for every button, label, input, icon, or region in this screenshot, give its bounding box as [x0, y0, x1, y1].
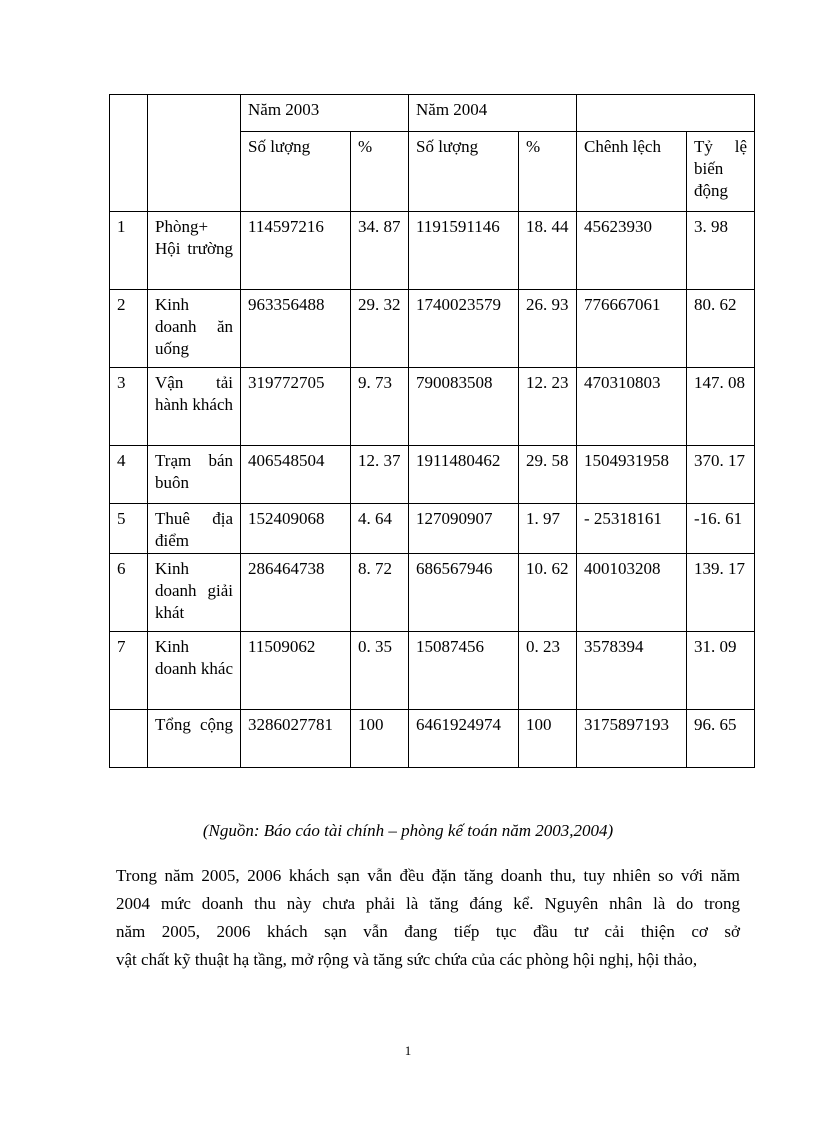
row-number: 4 [110, 446, 148, 504]
row-qty-2004: 790083508 [409, 368, 519, 446]
paragraph-line: năm 2005, 2006 khách sạn vẫn đang tiếp tục đầu tư cải thiện cơ sở [116, 922, 740, 941]
header-change-cell [577, 95, 755, 132]
row-diff: - 25318161 [577, 504, 687, 554]
row-name: Kinh doanh khác [148, 632, 241, 710]
paragraph-line: Trong năm 2005, 2006 khách sạn vẫn đều đặn tăng doanh thu, tuy nhiên so với năm [116, 866, 740, 885]
table-row [110, 632, 755, 710]
row-pct-2003: 4. 64 [351, 504, 409, 554]
row-qty-2003: 3286027781 [241, 710, 351, 768]
table-body [110, 212, 755, 768]
revenue-table [109, 94, 755, 768]
row-qty-2004: 686567946 [409, 554, 519, 632]
header-diff: Chênh lệch [577, 132, 687, 212]
table-row [110, 212, 755, 290]
source-caption: (Nguồn: Báo cáo tài chính – phòng kế toán năm 2003,2004) [202, 821, 614, 840]
row-diff: 3578394 [577, 632, 687, 710]
row-name: Trạm bán buôn [148, 446, 241, 504]
row-rate: 147. 08 [687, 368, 755, 446]
table-header-row-years [110, 95, 755, 132]
row-qty-2003: 11509062 [241, 632, 351, 710]
row-number: 6 [110, 554, 148, 632]
row-diff: 776667061 [577, 290, 687, 368]
row-qty-2003: 152409068 [241, 504, 351, 554]
table-row [110, 290, 755, 368]
header-name-cell [148, 95, 241, 212]
row-rate: 31. 09 [687, 632, 755, 710]
row-rate: 370. 17 [687, 446, 755, 504]
row-name: Tổng cộng [148, 710, 241, 768]
row-rate: 139. 17 [687, 554, 755, 632]
header-year-2003: Năm 2003 [241, 95, 409, 132]
row-qty-2003: 963356488 [241, 290, 351, 368]
header-qty-2003: Số lượng [241, 132, 351, 212]
row-pct-2003: 9. 73 [351, 368, 409, 446]
row-number: 5 [110, 504, 148, 554]
row-name: Vận tải hành khách [148, 368, 241, 446]
header-rate-text: Tỷ lệ biến động [694, 137, 747, 200]
row-pct-2003: 34. 87 [351, 212, 409, 290]
row-pct-2004: 1. 97 [519, 504, 577, 554]
row-pct-2004: 18. 44 [519, 212, 577, 290]
row-qty-2004: 1740023579 [409, 290, 519, 368]
page-number: 1 [404, 1043, 412, 1058]
row-qty-2004: 6461924974 [409, 710, 519, 768]
row-name: Thuê địa điểm [148, 504, 241, 554]
table-total-row [110, 710, 755, 768]
row-qty-2004: 1191591146 [409, 212, 519, 290]
row-diff: 400103208 [577, 554, 687, 632]
row-number: 2 [110, 290, 148, 368]
table-row [110, 504, 755, 554]
row-diff: 3175897193 [577, 710, 687, 768]
row-pct-2004: 100 [519, 710, 577, 768]
row-pct-2003: 8. 72 [351, 554, 409, 632]
row-pct-2003: 12. 37 [351, 446, 409, 504]
row-pct-2003: 0. 35 [351, 632, 409, 710]
row-number: 1 [110, 212, 148, 290]
header-pct-2003: % [351, 132, 409, 212]
header-year-2004: Năm 2004 [409, 95, 577, 132]
row-diff: 1504931958 [577, 446, 687, 504]
row-qty-2003: 286464738 [241, 554, 351, 632]
paragraph-line: vật chất kỹ thuật hạ tầng, mở rộng và tăng sức chứa của các phòng hội nghị, hội thảo, [116, 950, 698, 969]
row-name: Kinh doanh giải khát [148, 554, 241, 632]
row-name: Kinh doanh ăn uống [148, 290, 241, 368]
row-rate: 80. 62 [687, 290, 755, 368]
row-qty-2004: 15087456 [409, 632, 519, 710]
row-pct-2004: 26. 93 [519, 290, 577, 368]
row-pct-2004: 0. 23 [519, 632, 577, 710]
row-pct-2004: 29. 58 [519, 446, 577, 504]
row-number: 3 [110, 368, 148, 446]
row-number [110, 710, 148, 768]
row-qty-2003: 319772705 [241, 368, 351, 446]
row-qty-2003: 406548504 [241, 446, 351, 504]
row-diff: 45623930 [577, 212, 687, 290]
row-pct-2003: 29. 32 [351, 290, 409, 368]
row-pct-2004: 10. 62 [519, 554, 577, 632]
row-rate: 3. 98 [687, 212, 755, 290]
row-rate: -16. 61 [687, 504, 755, 554]
row-pct-2003: 100 [351, 710, 409, 768]
header-no-cell [110, 95, 148, 212]
table-row [110, 368, 755, 446]
row-diff: 470310803 [577, 368, 687, 446]
table-row [110, 446, 755, 504]
row-number: 7 [110, 632, 148, 710]
body-paragraph [116, 862, 740, 974]
paragraph-line: 2004 mức doanh thu này chưa phải là tăng đáng kể. Nguyên nhân là do trong [116, 894, 740, 913]
header-qty-2004: Số lượng [409, 132, 519, 212]
row-qty-2004: 1911480462 [409, 446, 519, 504]
row-qty-2004: 127090907 [409, 504, 519, 554]
table-row [110, 554, 755, 632]
row-qty-2003: 114597216 [241, 212, 351, 290]
header-rate [687, 132, 755, 212]
row-pct-2004: 12. 23 [519, 368, 577, 446]
row-rate: 96. 65 [687, 710, 755, 768]
row-name: Phòng+ Hội trường [148, 212, 241, 290]
header-pct-2004: % [519, 132, 577, 212]
